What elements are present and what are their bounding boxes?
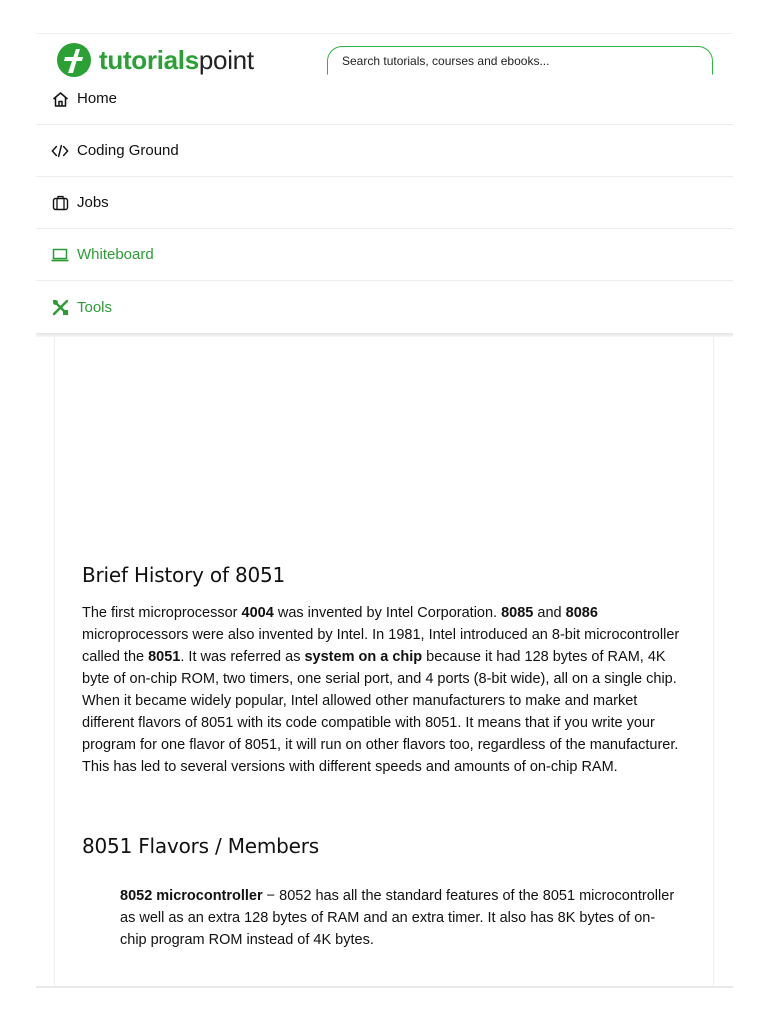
text-span: microprocessors were also invented by Intel. In 1981, Intel introduced an 8-bit microcontroller called the [82,627,680,665]
nav-item-label: Jobs [77,194,109,211]
logo-text [99,45,254,76]
list-item [120,885,680,951]
nav-item-jobs[interactable] [36,177,733,229]
nav-item-coding-ground[interactable] [36,125,733,177]
nav-item-whiteboard[interactable] [36,229,733,281]
top-divider [36,33,733,34]
bold-text: 8052 microcontroller [120,888,263,904]
logo-text-light: point [198,44,254,75]
code-icon [51,142,69,160]
site-logo[interactable] [53,43,254,77]
whiteboard-icon [51,246,69,264]
bold-text: 4004 [241,605,274,621]
tools-icon [51,298,69,316]
logo-text-bold: tutorials [99,44,199,75]
bold-text: 8085 [501,605,534,621]
nav-item-label: Home [77,90,118,107]
history-paragraph [82,602,688,778]
nav-item-tools[interactable] [36,281,733,333]
bold-text: 8086 [565,605,598,621]
section-title-flavors: 8051 Flavors / Members [82,834,320,858]
text-span: − 8052 has all the standard features of the 8051 microcontroller as well as an extra 128 bytes of RAM and an extra timer. It also has 8K bytes of on-chip program ROM instead of 4K bytes. [120,888,675,948]
tutorialspoint-logo-icon [53,43,95,77]
nav-item-label: Whiteboard [77,246,154,263]
text-span: and [533,605,566,621]
text-span: . It was referred as [180,649,305,665]
main-nav [36,78,733,333]
page [36,33,733,988]
bold-text: 8051 [148,649,181,665]
text-span: because it had 128 bytes of RAM, 4K byte of on-chip ROM, two timers, one serial port, and 4 ports (8-bit wide), all on a single chip. When it became widely popular, Intel allowed other manufacturers to make and market different flavors of 8051 with its code compatible with 8051. It means that if you write your program for one flavor of 8051, it will run on other flavors too, regardless of the manufacturer. This has led to several versions with different speeds and amounts of on-chip RAM. [82,649,679,775]
bold-text: system on a chip [304,649,423,665]
bottom-divider [36,986,733,988]
nav-item-home[interactable] [36,78,733,125]
text-span: was invented by Intel Corporation. [273,605,502,621]
section-title-history: Brief History of 8051 [82,563,286,587]
search-input[interactable] [327,46,713,75]
briefcase-icon [51,194,69,212]
nav-item-label: Tools [77,298,113,316]
home-icon [51,90,69,108]
article-content [54,337,714,988]
text-span: The first microprocessor [82,605,242,621]
nav-item-label: Coding Ground [77,142,179,159]
